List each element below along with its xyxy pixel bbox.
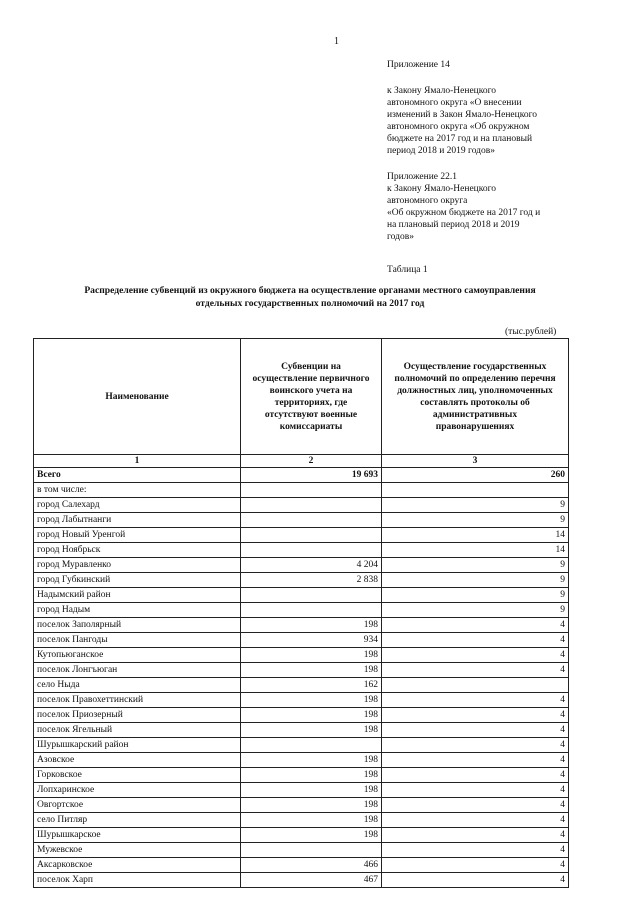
document-title (40, 284, 580, 310)
subventions-table (33, 338, 569, 888)
row-name-cell: город Губкинский (34, 573, 241, 588)
appendix-14-text (387, 85, 537, 157)
military-registration-value: 198 (241, 618, 382, 633)
military-registration-value: 162 (241, 678, 382, 693)
military-registration-value (241, 843, 382, 858)
row-name-cell: поселок Ягельный (34, 723, 241, 738)
appendix-22-1-line: к Закону Ямало-Ненецкого (387, 184, 497, 194)
admin-offenses-value: 4 (382, 618, 569, 633)
row-name-cell: город Новый Уренгой (34, 528, 241, 543)
table-row (34, 723, 569, 738)
row-name-cell: в том числе: (34, 483, 241, 498)
military-registration-value (241, 543, 382, 558)
row-name-cell: Овгортское (34, 798, 241, 813)
table-row (34, 663, 569, 678)
appendix-14-line: изменений в Закон Ямало-Ненецкого (387, 110, 538, 120)
admin-offenses-value: 4 (382, 693, 569, 708)
military-registration-value: 467 (241, 873, 382, 888)
table-row (34, 708, 569, 723)
row-name-cell: поселок Приозерный (34, 708, 241, 723)
military-registration-value: 2 838 (241, 573, 382, 588)
military-registration-value: 198 (241, 723, 382, 738)
row-name-cell: поселок Лонгъюган (34, 663, 241, 678)
appendix-14-line: к Закону Ямало-Ненецкого (387, 86, 497, 96)
admin-offenses-value: 9 (382, 558, 569, 573)
row-name-cell: Горковское (34, 768, 241, 783)
military-registration-value (241, 588, 382, 603)
admin-offenses-value: 9 (382, 498, 569, 513)
row-name-cell: Шурышкарский район (34, 738, 241, 753)
table-row (34, 798, 569, 813)
row-name-cell: Всего (34, 468, 241, 483)
admin-offenses-value: 4 (382, 798, 569, 813)
header-row (34, 339, 569, 455)
military-registration-value: 198 (241, 663, 382, 678)
admin-offenses-value: 14 (382, 543, 569, 558)
military-registration-value: 934 (241, 633, 382, 648)
admin-offenses-value: 14 (382, 528, 569, 543)
appendix-22-1 (387, 171, 540, 243)
admin-offenses-value: 9 (382, 603, 569, 618)
table-row (34, 678, 569, 693)
admin-offenses-value: 4 (382, 738, 569, 753)
military-registration-value: 4 204 (241, 558, 382, 573)
column-header-admin-offenses: Осуществление государственных полномочий по определению перечня должностных лиц, уполномоченных составлять протоколы об административных правонарушениях (382, 339, 569, 455)
admin-offenses-value: 4 (382, 828, 569, 843)
military-registration-value: 198 (241, 798, 382, 813)
table-row (34, 768, 569, 783)
military-registration-value: 198 (241, 783, 382, 798)
row-name-cell: Аксарковское (34, 858, 241, 873)
appendix-14-line: бюджете на 2017 год и на плановый (387, 134, 533, 144)
admin-offenses-value: 4 (382, 633, 569, 648)
admin-offenses-value (382, 678, 569, 693)
table-row (34, 618, 569, 633)
table-row (34, 573, 569, 588)
column-number: 2 (241, 455, 382, 468)
table-row (34, 753, 569, 768)
admin-offenses-value: 4 (382, 753, 569, 768)
row-name-cell: Азовское (34, 753, 241, 768)
row-name-cell: поселок Заполярный (34, 618, 241, 633)
admin-offenses-value: 4 (382, 813, 569, 828)
row-name-cell: Лопхаринское (34, 783, 241, 798)
row-name-cell: город Муравленко (34, 558, 241, 573)
row-name-cell: Надымский район (34, 588, 241, 603)
admin-offenses-value: 4 (382, 768, 569, 783)
appendix-14-line: автономного округа «О внесении (387, 98, 522, 108)
military-registration-value (241, 603, 382, 618)
column-header-name: Наименование (34, 339, 241, 455)
appendix-14-line: автономного округа «Об окружном (387, 122, 530, 132)
appendix-14-line: период 2018 и 2019 годов» (387, 146, 495, 156)
appendix-22-1-title: Приложение 22.1 (387, 172, 457, 182)
table-row (34, 648, 569, 663)
military-registration-value: 198 (241, 828, 382, 843)
title-line: Распределение субвенций из окружного бюджета на осуществление органами местного самоуправления (84, 285, 536, 296)
military-registration-value (241, 528, 382, 543)
table-body (34, 468, 569, 888)
table-row (34, 513, 569, 528)
military-registration-value: 198 (241, 693, 382, 708)
row-name-cell: поселок Пангоды (34, 633, 241, 648)
military-registration-value (241, 738, 382, 753)
appendix-22-1-line: автономного округа (387, 196, 468, 206)
row-name-cell: Шурышкарское (34, 828, 241, 843)
admin-offenses-value: 260 (382, 468, 569, 483)
table-row (34, 543, 569, 558)
column-number: 1 (34, 455, 241, 468)
row-name-cell: город Лабытнанги (34, 513, 241, 528)
table-row (34, 783, 569, 798)
row-name-cell: город Надым (34, 603, 241, 618)
title-line: отдельных государственных полномочий на 2017 год (195, 298, 425, 309)
row-name-cell: Мужевское (34, 843, 241, 858)
unit-label: (тыс.рублей) (505, 327, 557, 337)
admin-offenses-value (382, 483, 569, 498)
page-number: 1 (334, 36, 339, 47)
table-row (34, 558, 569, 573)
admin-offenses-value: 4 (382, 783, 569, 798)
table-label: Таблица 1 (387, 265, 428, 275)
appendix-22-1-line: «Об окружном бюджете на 2017 год и (387, 208, 541, 218)
admin-offenses-value: 4 (382, 723, 569, 738)
table-row (34, 738, 569, 753)
admin-offenses-value: 9 (382, 573, 569, 588)
military-registration-value: 198 (241, 768, 382, 783)
appendix-22-1-line: годов» (387, 232, 414, 242)
row-name-cell: Кутопьюганское (34, 648, 241, 663)
admin-offenses-value: 9 (382, 588, 569, 603)
row-name-cell: город Салехард (34, 498, 241, 513)
row-name-cell: поселок Правохеттинский (34, 693, 241, 708)
military-registration-value: 198 (241, 708, 382, 723)
military-registration-value: 19 693 (241, 468, 382, 483)
military-registration-value: 198 (241, 813, 382, 828)
admin-offenses-value: 4 (382, 663, 569, 678)
admin-offenses-value: 4 (382, 843, 569, 858)
row-name-cell: город Ноябрьск (34, 543, 241, 558)
column-number: 3 (382, 455, 569, 468)
table-row (34, 588, 569, 603)
appendix-22-1-line: на плановый период 2018 и 2019 (387, 220, 520, 230)
admin-offenses-value: 4 (382, 858, 569, 873)
admin-offenses-value: 9 (382, 513, 569, 528)
table-row (34, 828, 569, 843)
table-row (34, 468, 569, 483)
military-registration-value (241, 513, 382, 528)
table-row (34, 633, 569, 648)
row-name-cell: село Ныда (34, 678, 241, 693)
column-number-row (34, 455, 569, 468)
table-row (34, 843, 569, 858)
appendix-14-title: Приложение 14 (387, 60, 450, 70)
admin-offenses-value: 4 (382, 648, 569, 663)
column-header-military-registration: Субвенции на осуществление первичного воинского учета на территориях, где отсутствуют военные комиссариаты (241, 339, 382, 455)
military-registration-value: 198 (241, 648, 382, 663)
admin-offenses-value: 4 (382, 708, 569, 723)
table-row (34, 603, 569, 618)
table-row (34, 858, 569, 873)
military-registration-value: 198 (241, 753, 382, 768)
military-registration-value (241, 498, 382, 513)
table-row (34, 498, 569, 513)
admin-offenses-value: 4 (382, 873, 569, 888)
table-row (34, 528, 569, 543)
row-name-cell: село Питляр (34, 813, 241, 828)
table-row (34, 693, 569, 708)
row-name-cell: поселок Харп (34, 873, 241, 888)
table-row (34, 873, 569, 888)
table-row (34, 813, 569, 828)
military-registration-value: 466 (241, 858, 382, 873)
table-row (34, 483, 569, 498)
military-registration-value (241, 483, 382, 498)
